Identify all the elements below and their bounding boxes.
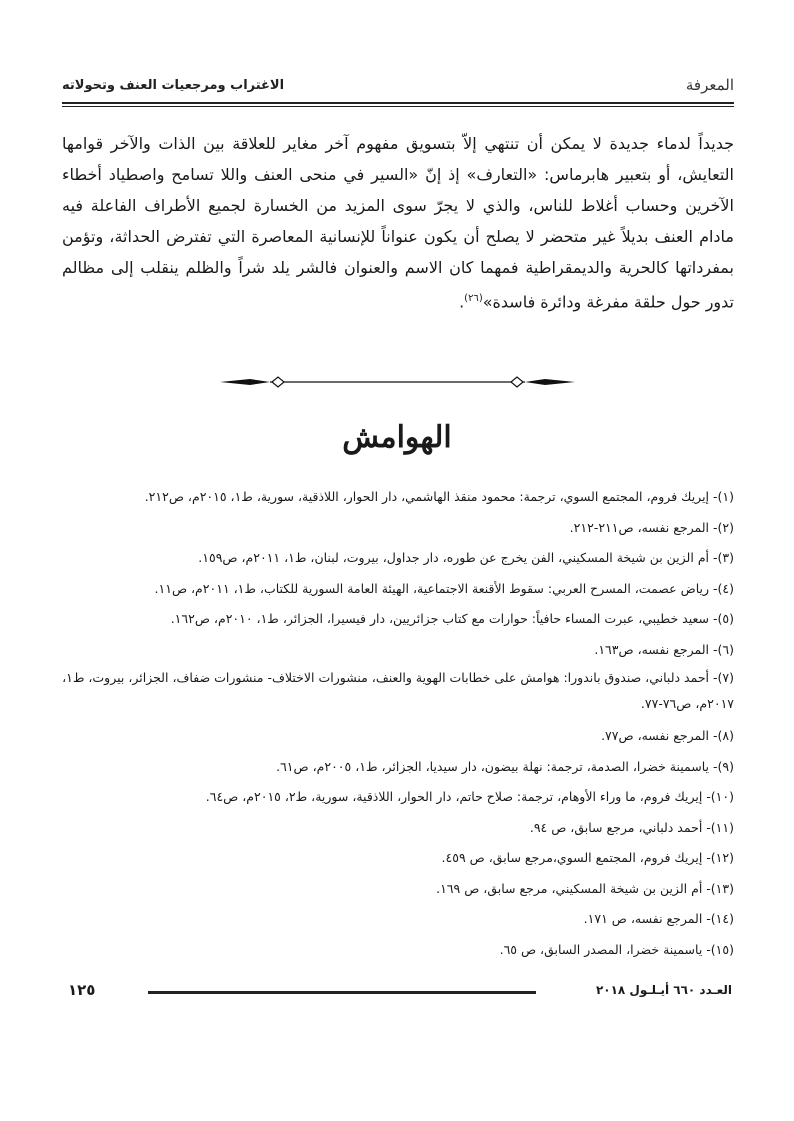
body-paragraph-block: [62, 128, 734, 317]
footnote-item: (٧)- أحمد دلباني، صندوق باندورا: هوامش على خطابات الهوية والعنف، منشورات الاختلاف- منشورات ضفاف، الجزائر، بيروت، ط١، ٢٠١٧م، ص٧٦-٧٧.: [62, 670, 734, 711]
footnote-item: (٣)- أم الزين بن شيخة المسكيني، الفن يخرج عن طوره، دار جداول، بيروت، لبنان، ط١، ٢٠١١م، ص١٥٩.: [198, 550, 734, 565]
footnote-item: (١٠)- إيريك فروم، ما وراء الأوهام، ترجمة: صلاح حاتم، دار الحوار، اللاذقية، سورية، ط٢، ٢٠١٥م، ص٦٤.: [205, 789, 734, 804]
issue-info: العـدد ٦٦٠ أيـلـول ٢٠١٨: [595, 983, 732, 997]
footnote-item: (١٢)- إيريك فروم، المجتمع السوي،مرجع سابق، ص ٤٥٩.: [441, 850, 734, 865]
footnote-item: (٦)- المرجع نفسه، ص١٦٣.: [594, 641, 734, 657]
page-header: [62, 70, 734, 100]
running-title: الاغتراب ومرجعيات العنف وتحولاته: [62, 77, 285, 93]
brand-name: المعرفة: [685, 76, 734, 94]
ornament-left-diamond: [272, 377, 284, 387]
paragraph-end: .: [459, 292, 465, 312]
ornament-right-spike: [525, 379, 575, 385]
footnote-reference: (٢٦): [464, 293, 483, 304]
paragraph-text: جديداً لدماء جديدة لا يمكن أن تنتهي إلاّ بتسويق مفهوم آخر مغاير للعلاقة بين الذات والآخر قوامها التعايش، أو بتعبير هابرماس: «التعارف» إذ إنّ «السير في منحى العنف واللا تسامح واصطياد أخطاء الآخرين وحساب أغلاط للناس، والذي لا يجرّ سوى المزيد من الخسارة لجميع الأطراف الفاعلة فيه مادام العنف بديلاً غير متحضر لا يصلح أن يكون عنواناً للإنسانية المعاصرة التي تفترض الحداثة، وتؤمن بمفرداتها كالحرية والديمقراطية فمهما كان الاسم والعنوان فالشر يلد شراً والظلم ينقلب إلى مظالم تدور حول حلقة مفرغة ودائرة فاسدة»: [62, 134, 734, 312]
footnote-item: (٥)- سعيد خطيبي، عبرت المساء حافياً: حوارات مع كتاب جزائريين، دار فيسيرا، الجزائر، ط١، ٢٠١٠م، ص١٦٢.: [170, 611, 734, 626]
footnote-item: (١٥)- ياسمينة خضرا، المصدر السابق، ص ٦٥.: [499, 941, 734, 957]
page-number: ١٢٥: [68, 981, 96, 999]
footnote-item: (١٤)- المرجع نفسه، ص ١٧١.: [583, 911, 734, 926]
ornament-right-diamond: [511, 377, 523, 387]
footnote-item: (٩)- ياسمينة خضرا، الصدمة، ترجمة: نهلة بيضون، دار سيديا، الجزائر، ط١، ٢٠٠٥م، ص٦١.: [276, 758, 734, 774]
header-divider-thin: [62, 106, 734, 107]
footnote-item: (١٣)- أم الزين بن شيخة المسكيني، مرجع سابق، ص ١٦٩.: [436, 880, 734, 896]
header-divider: [62, 102, 734, 104]
body-paragraph: [62, 128, 734, 317]
section-divider-ornament: [220, 372, 575, 392]
footnote-item: (٢)- المرجع نفسه، ص٢١١-٢١٢.: [569, 519, 734, 535]
magazine-logo: [686, 76, 734, 94]
footnote-item: (١١)- أحمد دلباني، مرجع سابق، ص ٩٤.: [529, 819, 734, 835]
ornament-left-spike: [220, 379, 270, 385]
footer-divider: [148, 991, 536, 994]
footnotes-list: [62, 482, 734, 965]
footnote-item: (٤)- رياض عصمت، المسرح العربي: سقوط الأقنعة الاجتماعية، الهيئة العامة السورية للكتاب، ط١، ٢٠١١م، ص١١.: [154, 580, 734, 596]
footnote-item: (١)- إيريك فروم، المجتمع السوي، ترجمة: محمود منقذ الهاشمي، دار الحوار، اللاذقية، سورية، ط١، ٢٠١٥م، ص٢١٢.: [144, 489, 734, 504]
footnote-item: (٨)- المرجع نفسه، ص٧٧.: [601, 728, 734, 743]
section-title: الهوامش: [342, 420, 452, 455]
